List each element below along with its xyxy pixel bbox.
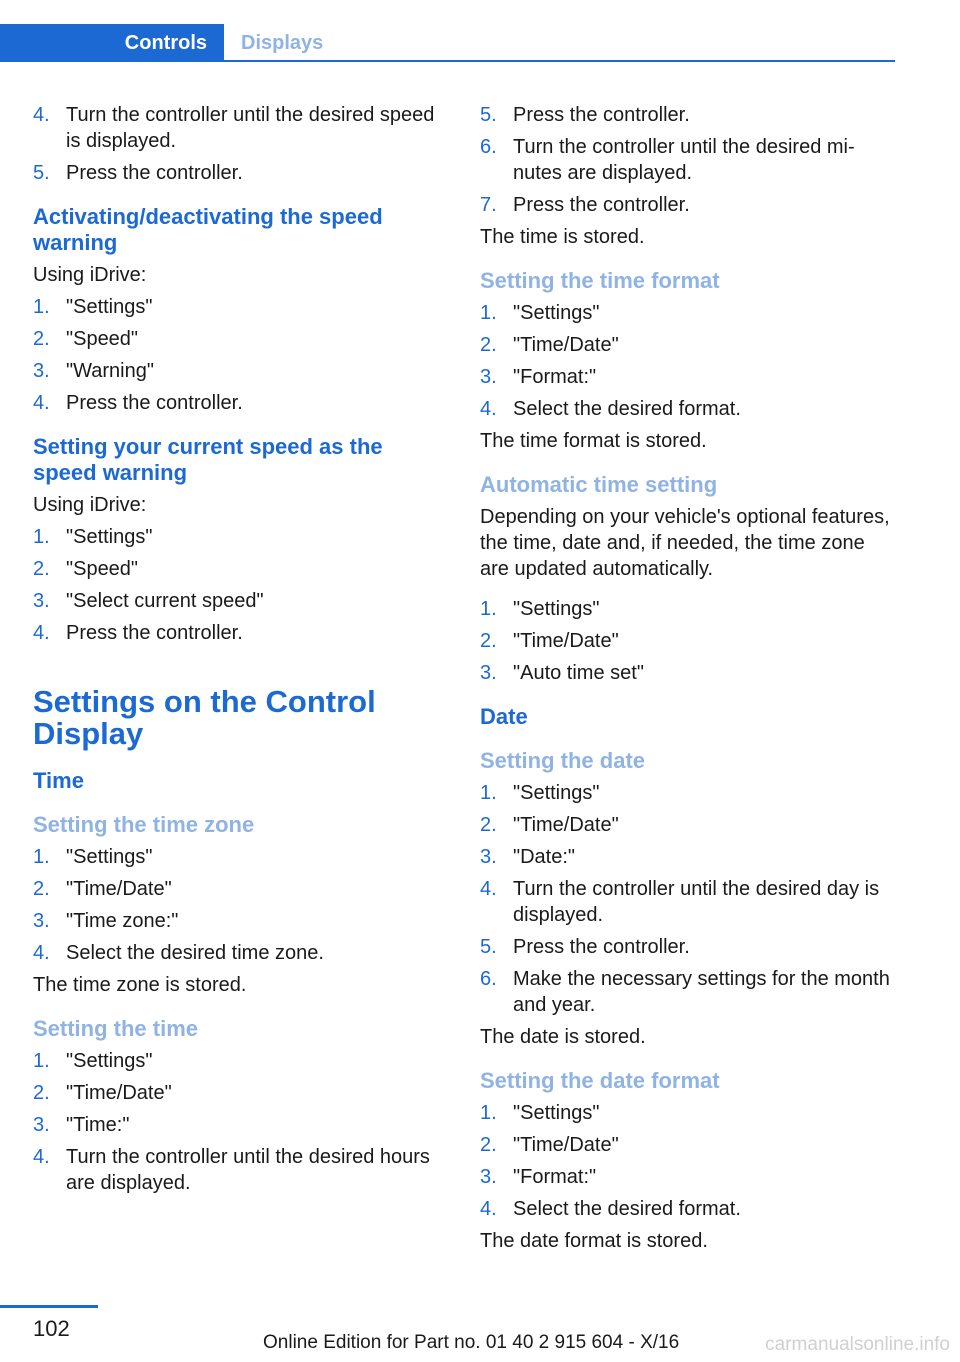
step-text: "Format:" [513, 366, 597, 388]
time-stored-text: The time is stored. [480, 226, 645, 248]
step-text: Turn the controller until the desired day is displayed. [513, 878, 880, 926]
step-number: 5. [480, 936, 497, 958]
step-item [33, 876, 448, 902]
step-text: Make the necessary settings for the month and year. [513, 968, 890, 1016]
step-item [33, 326, 448, 352]
step-item [480, 396, 895, 422]
step-number: 2. [33, 558, 50, 580]
step-number: 5. [480, 104, 497, 126]
step-text: Press the controller. [66, 392, 243, 414]
heading-date-format: Setting the date format [480, 1068, 720, 1093]
step-number: 2. [480, 814, 497, 836]
header-rule [224, 60, 895, 62]
step-item [480, 628, 895, 654]
step-item [480, 660, 895, 686]
step-text: "Time:" [66, 1114, 130, 1136]
left-column [33, 102, 448, 1202]
step-item [480, 1164, 895, 1190]
step-text: "Warning" [66, 360, 154, 382]
step-text: Press the controller. [513, 104, 690, 126]
step-item [33, 390, 448, 416]
heading-time: Time [33, 768, 84, 793]
step-item [33, 102, 448, 154]
chapter-header [0, 24, 895, 62]
list-set-date-steps [480, 780, 895, 1018]
heading-current-speed: Setting your current speed as the speed warning [33, 434, 383, 485]
footer-rule [0, 1305, 98, 1308]
list-set-time-steps [33, 1048, 448, 1196]
step-number: 4. [480, 878, 497, 900]
step-item [480, 876, 895, 928]
step-text: "Date:" [513, 846, 576, 868]
step-number: 3. [33, 1114, 50, 1136]
step-number: 3. [480, 1166, 497, 1188]
step-text: Turn the controller until the desired speed is displayed. [66, 104, 435, 152]
step-number: 2. [480, 630, 497, 652]
using-idrive-text: Using iDrive: [33, 264, 147, 286]
step-text: Press the controller. [513, 194, 690, 216]
step-text: "Settings" [513, 302, 600, 324]
list-speed-steps [33, 102, 448, 186]
page-number: 102 [33, 1316, 70, 1341]
step-number: 3. [480, 662, 497, 684]
step-item [33, 160, 448, 186]
step-text: "Auto time set" [513, 662, 644, 684]
step-text: Press the controller. [66, 622, 243, 644]
step-item [480, 812, 895, 838]
step-number: 4. [33, 1146, 50, 1168]
date-stored-text: The date is stored. [480, 1026, 646, 1048]
step-item [33, 358, 448, 384]
step-number: 1. [480, 598, 497, 620]
step-item [480, 300, 895, 326]
step-text: "Time/Date" [66, 878, 172, 900]
step-item [33, 556, 448, 582]
step-number: 4. [480, 398, 497, 420]
step-number: 4. [480, 1198, 497, 1220]
step-number: 1. [33, 1050, 50, 1072]
step-text: "Time/Date" [66, 1082, 172, 1104]
time-format-stored-text: The time format is stored. [480, 430, 707, 452]
step-text: "Time/Date" [513, 814, 619, 836]
step-number: 5. [33, 162, 50, 184]
step-item [480, 966, 895, 1018]
step-number: 2. [33, 328, 50, 350]
step-text: Select the desired time zone. [66, 942, 324, 964]
step-number: 2. [33, 878, 50, 900]
step-number: 1. [33, 526, 50, 548]
step-item [480, 934, 895, 960]
heading-set-date: Setting the date [480, 748, 646, 773]
step-number: 4. [33, 942, 50, 964]
step-number: 1. [480, 1102, 497, 1124]
list-time-zone-steps [33, 844, 448, 966]
heading-set-time: Setting the time [33, 1016, 199, 1041]
list-set-time-continued [480, 102, 895, 218]
step-text: "Settings" [66, 526, 153, 548]
step-text: "Format:" [513, 1166, 597, 1188]
step-text: "Speed" [66, 558, 139, 580]
list-time-format-steps [480, 300, 895, 422]
list-current-speed-steps [33, 524, 448, 646]
step-text: "Time/Date" [513, 1134, 619, 1156]
step-item [480, 102, 895, 128]
step-number: 7. [480, 194, 497, 216]
step-text: "Settings" [66, 1050, 153, 1072]
step-text: "Settings" [66, 846, 153, 868]
step-item [33, 1144, 448, 1196]
step-text: "Settings" [513, 598, 600, 620]
step-item [33, 940, 448, 966]
step-text: Turn the controller until the desired mi-nutes are displayed. [513, 136, 855, 184]
step-number: 3. [480, 366, 497, 388]
list-date-format-steps [480, 1100, 895, 1222]
step-text: "Settings" [513, 1102, 600, 1124]
step-number: 6. [480, 136, 497, 158]
list-warning-steps [33, 294, 448, 416]
step-item [480, 596, 895, 622]
step-item [480, 1196, 895, 1222]
heading-automatic-time: Automatic time setting [480, 472, 718, 497]
step-text: "Time zone:" [66, 910, 179, 932]
step-item [33, 1080, 448, 1106]
step-item [480, 364, 895, 390]
time-zone-stored-text: The time zone is stored. [33, 974, 247, 996]
step-item [33, 844, 448, 870]
step-number: 2. [33, 1082, 50, 1104]
using-idrive-text: Using iDrive: [33, 494, 147, 516]
step-item [480, 332, 895, 358]
step-item [480, 192, 895, 218]
step-number: 4. [33, 392, 50, 414]
step-item [33, 1048, 448, 1074]
step-text: Select the desired format. [513, 1198, 741, 1220]
step-text: "Time/Date" [513, 630, 619, 652]
step-text: "Settings" [513, 782, 600, 804]
watermark: carmanualsonline.info [765, 1334, 950, 1355]
step-number: 3. [33, 360, 50, 382]
heading-speed-warning: Activating/deactivating the speed warning [33, 204, 383, 255]
heading-date: Date [480, 704, 528, 729]
edition-text: Online Edition for Part no. 01 40 2 915 604 - X/16 [263, 1332, 680, 1353]
step-number: 3. [33, 590, 50, 612]
step-item [33, 524, 448, 550]
step-number: 3. [480, 846, 497, 868]
step-number: 4. [33, 104, 50, 126]
step-text: Press the controller. [66, 162, 243, 184]
step-item [480, 1100, 895, 1126]
tab-controls[interactable]: Controls [0, 24, 224, 62]
step-text: "Select current speed" [66, 590, 264, 612]
step-number: 4. [33, 622, 50, 644]
step-number: 6. [480, 968, 497, 990]
step-item [480, 780, 895, 806]
step-text: Turn the controller until the desired hours are displayed. [66, 1146, 430, 1194]
step-item [33, 908, 448, 934]
step-item [33, 294, 448, 320]
date-format-stored-text: The date format is stored. [480, 1230, 708, 1252]
heading-time-zone: Setting the time zone [33, 812, 255, 837]
step-number: 2. [480, 334, 497, 356]
right-column [480, 102, 895, 1260]
step-text: Select the desired format. [513, 398, 741, 420]
step-number: 2. [480, 1134, 497, 1156]
step-item [480, 844, 895, 870]
step-number: 3. [33, 910, 50, 932]
step-number: 1. [33, 846, 50, 868]
list-auto-time-steps [480, 596, 895, 686]
heading-time-format: Setting the time format [480, 268, 720, 293]
step-item [33, 1112, 448, 1138]
step-number: 1. [480, 302, 497, 324]
step-item [33, 620, 448, 646]
tab-displays[interactable]: Displays [241, 31, 324, 54]
heading-settings-control-display: Settings on the Control Display [33, 684, 376, 751]
step-text: Press the controller. [513, 936, 690, 958]
step-item [480, 134, 895, 186]
step-number: 1. [33, 296, 50, 318]
step-text: "Speed" [66, 328, 139, 350]
step-text: "Settings" [66, 296, 153, 318]
automatic-time-text: Depending on your vehicle's optional features, the time, date and, if needed, the time zone are updated automatically. [480, 506, 890, 580]
step-item [480, 1132, 895, 1158]
step-item [33, 588, 448, 614]
step-number: 1. [480, 782, 497, 804]
step-text: "Time/Date" [513, 334, 619, 356]
